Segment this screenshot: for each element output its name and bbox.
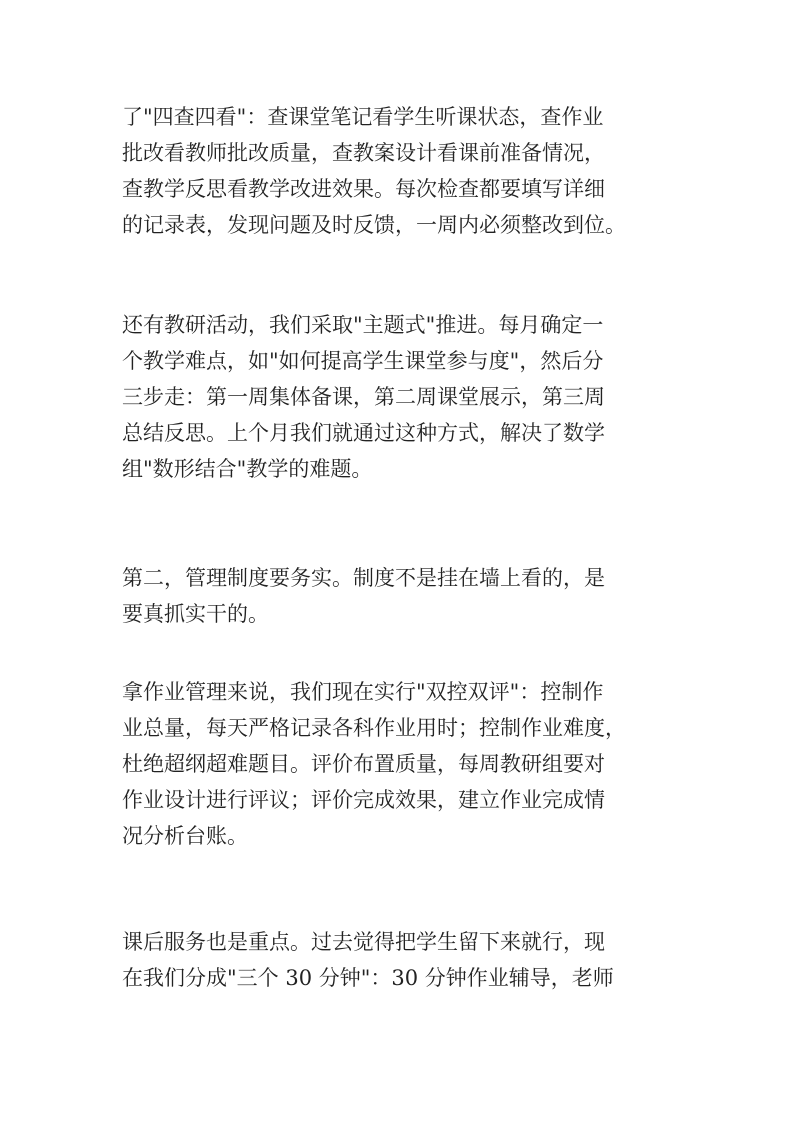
paragraph-line: 况分析台账。: [122, 824, 248, 848]
paragraph-1: [122, 99, 682, 243]
paragraph-line: 的记录表，发现问题及时反馈，一周内必须整改到位。: [122, 213, 626, 237]
paragraph-line: 杜绝超纲超难题目。评价布置质量，每周教研组要对: [122, 752, 605, 776]
paragraph-line: 业总量，每天严格记录各科作业用时；控制作业难度，: [122, 716, 626, 740]
paragraph-line: 第二，管理制度要务实。制度不是挂在墙上看的，是: [122, 566, 605, 590]
paragraph-line: 组"数形结合"教学的难题。: [122, 457, 373, 481]
paragraph-line: 了"四查四看"：查课堂笔记看学生听课状态，查作业: [122, 105, 604, 129]
paragraph-line: 拿作业管理来说，我们现在实行"双控双评"：控制作: [122, 680, 604, 704]
paragraph-3: [122, 560, 682, 632]
paragraph-2: [122, 307, 682, 487]
paragraph-line: 查教学反思看教学改进效果。每次检查都要填写详细: [122, 177, 605, 201]
paragraph-4: [122, 674, 682, 854]
paragraph-line: 要真抓实干的。: [122, 602, 269, 626]
paragraph-line: 批改看教师批改质量，查教案设计看课前准备情况，: [122, 141, 605, 165]
paragraph-line: 在我们分成"三个 30 分钟"：30 分钟作业辅导，老师: [122, 966, 614, 990]
paragraph-5: [122, 924, 682, 996]
paragraph-line: 个教学难点，如"如何提高学生课堂参与度"，然后分: [122, 349, 604, 373]
paragraph-line: 还有教研活动，我们采取"主题式"推进。每月确定一: [122, 313, 604, 337]
paragraph-line: 三步走：第一周集体备课，第二周课堂展示，第三周: [122, 385, 605, 409]
paragraph-line: 课后服务也是重点。过去觉得把学生留下来就行，现: [122, 930, 605, 954]
paragraph-line: 总结反思。上个月我们就通过这种方式，解决了数学: [122, 421, 605, 445]
paragraph-line: 作业设计进行评议；评价完成效果，建立作业完成情: [122, 788, 605, 812]
